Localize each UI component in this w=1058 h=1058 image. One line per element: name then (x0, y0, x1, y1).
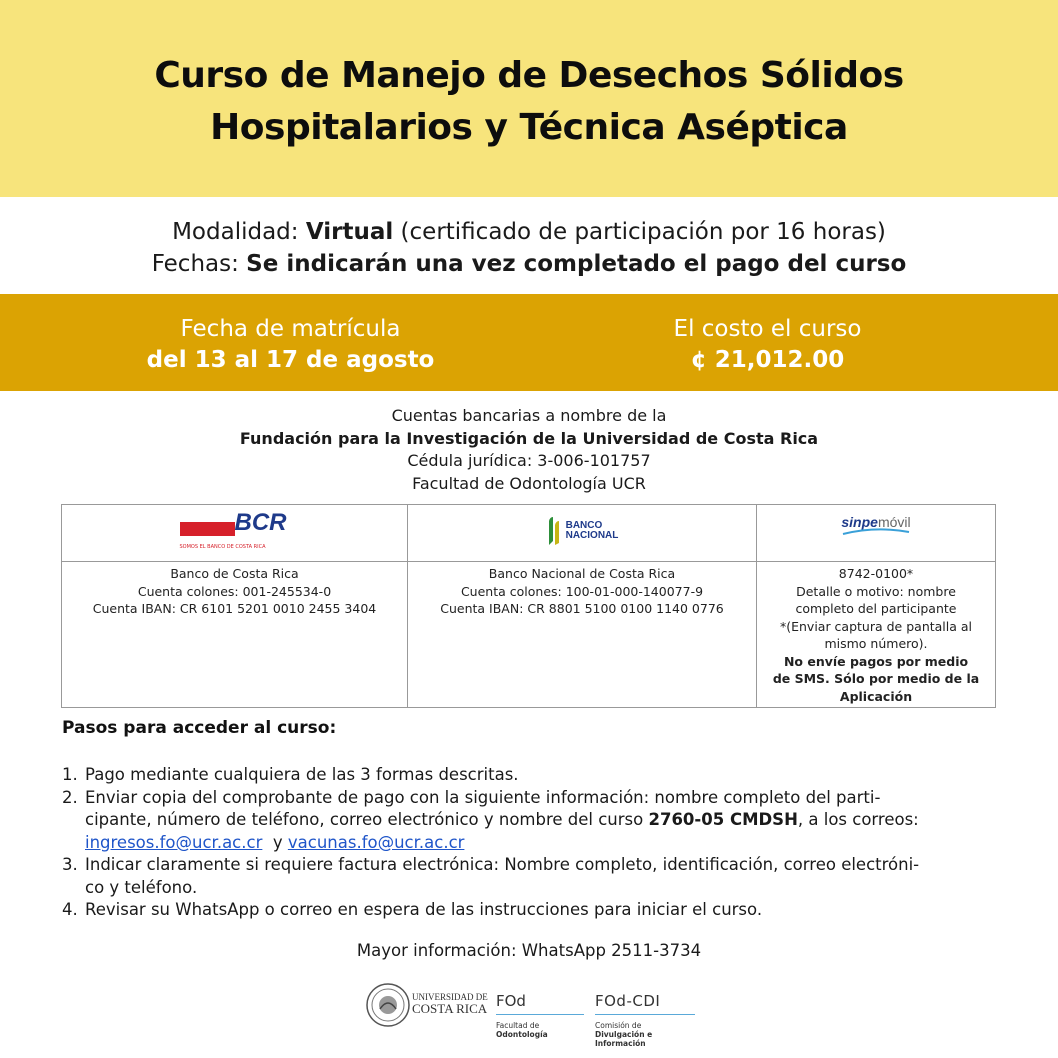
step-3-line-2: co y teléfono. (85, 877, 198, 897)
fod-logo (496, 992, 584, 1039)
bn-colones-account: Cuenta colones: 100-01-000-140077-9 (460, 583, 704, 599)
sinpe-info-cell (757, 562, 996, 708)
step-1 (62, 764, 1012, 787)
step-3-line-1: Indicar claramente si requiere factura electrónica: Nombre completo, identificación, correo electróni- (85, 855, 920, 874)
step-3 (62, 854, 1012, 899)
step-2-emails-intro: , a los correos: (797, 810, 919, 829)
header-banner (0, 0, 1058, 197)
ucr-logo-text (412, 992, 488, 1014)
title-line-1: Curso de Manejo de Desechos Sólidos (154, 55, 904, 96)
sinpe-detail-4: mismo número). (824, 636, 928, 651)
step-4-number: 4. (62, 900, 78, 919)
step-3-number: 3. (62, 855, 78, 874)
cdi-title: FOd-CDI (595, 992, 661, 1010)
sinpe-logo-cell (757, 505, 996, 562)
bn-logo-text-2: NACIONAL (565, 529, 619, 541)
sinpe-detail-2: completo del participante (795, 601, 957, 616)
bank-accounts-intro (0, 405, 1058, 495)
enrollment-dates (26, 314, 555, 376)
accounts-foundation: Fundación para la Investigación de la Universidad de Costa Rica (239, 428, 819, 448)
accounts-faculty: Facultad de Odontología UCR (412, 473, 646, 493)
sinpe-detail-1: Detalle o motivo: nombre (796, 583, 956, 599)
fechas-line (0, 248, 1058, 280)
fod-sub-1: Facultad de (496, 1021, 540, 1030)
bn-iban: Cuenta IBAN: CR 8801 5100 0100 1140 0776 (440, 601, 724, 616)
cdi-sub-2: Divulgación e Información (595, 1030, 653, 1048)
sinpe-movil-logo (841, 514, 911, 537)
bcr-logo-cell (62, 505, 408, 562)
fechas-label: Fechas: (151, 251, 239, 277)
email-link-vacunas[interactable]: vacunas.fo@ucr.ac.cr (287, 832, 465, 852)
step-2-line-1: Enviar copia del comprobante de pago con la siguiente información: nombre completo del parti- (85, 787, 881, 807)
cost-value: ¢ 21,012.00 (690, 347, 845, 373)
bcr-colones-account: Cuenta colones: 001-245534-0 (137, 583, 332, 599)
enrollment-value: del 13 al 17 de agosto (146, 347, 435, 373)
banco-nacional-logo (546, 515, 619, 547)
modalidad-line (0, 216, 1058, 248)
step-2 (62, 787, 1012, 855)
modalidad-value: Virtual (305, 219, 394, 245)
page-title (0, 50, 1058, 154)
bn-logo-text-1: BANCO (565, 519, 603, 531)
email-conjunction: y (272, 832, 283, 852)
course-cost (503, 314, 1032, 376)
email-link-ingresos[interactable]: ingresos.fo@ucr.ac.cr (85, 832, 263, 852)
bn-name: Banco Nacional de Costa Rica (488, 566, 676, 581)
bcr-name: Banco de Costa Rica (170, 566, 299, 581)
enrollment-label: Fecha de matrícula (180, 316, 401, 342)
step-2-line-3 (85, 832, 1012, 855)
fechas-value: Se indicarán una vez completado el pago del curso (246, 251, 907, 277)
accounts-cedula: Cédula jurídica: 3-006-101757 (407, 451, 651, 470)
ucr-seal-icon (365, 982, 411, 1028)
steps-list (62, 764, 1012, 922)
step-4 (62, 899, 1012, 922)
fod-cdi-logo (595, 992, 695, 1048)
bcr-iban: Cuenta IBAN: CR 6101 5201 0010 2455 3404 (92, 601, 377, 616)
ucr-text-1: UNIVERSIDAD DE (412, 992, 488, 1002)
sinpe-logo-text-1: sinpe (841, 513, 878, 530)
step-2-number: 2. (62, 787, 78, 807)
accounts-line-1: Cuentas bancarias a nombre de la (391, 406, 667, 425)
cdi-subtitle (595, 1021, 695, 1048)
sinpe-warning-1: No envíe pagos por medio (783, 653, 969, 669)
footer-logos (365, 980, 705, 1048)
step-4-text: Revisar su WhatsApp o correo en espera de las instrucciones para iniciar el curso. (85, 900, 763, 919)
sinpe-warning-3: Aplicación (839, 688, 913, 704)
bank-table (61, 504, 996, 708)
modalidad-label: Modalidad: (172, 219, 299, 245)
sinpe-detail-3: *(Enviar captura de pantalla al (779, 618, 973, 634)
more-info-whatsapp: Mayor información: WhatsApp 2511-3734 (356, 941, 702, 960)
cost-label: El costo el curso (673, 316, 862, 342)
fod-sub-2: Odontología (496, 1030, 548, 1039)
bn-info-cell (408, 562, 757, 708)
step-2-line-2 (85, 809, 1012, 832)
sinpe-warning-2: de SMS. Sólo por medio de la (772, 671, 980, 686)
bn-leaf-icon (546, 515, 562, 547)
cdi-sub-1: Comisión de (595, 1021, 642, 1030)
bcr-logo-text: BCR (234, 508, 287, 536)
fod-subtitle (496, 1021, 584, 1039)
steps-heading: Pasos para acceder al curso: (62, 718, 337, 738)
fod-title: FOd (496, 992, 526, 1010)
ucr-text-2: COSTA RICA (412, 1001, 488, 1016)
step-1-text: Pago mediante cualquiera de las 3 formas descritas. (85, 765, 519, 784)
enrollment-band (0, 294, 1058, 391)
bcr-info-cell (62, 562, 408, 708)
bn-logo-cell (408, 505, 757, 562)
course-code: 2760-05 CMDSH (648, 810, 798, 829)
sinpe-number: 8742-0100* (838, 566, 914, 581)
course-info (0, 216, 1058, 280)
sinpe-logo-text-2: móvil (877, 513, 911, 530)
title-line-2: Hospitalarios y Técnica Aséptica (210, 107, 848, 148)
step-2-text: cipante, número de teléfono, correo electrónico y nombre del curso (85, 810, 649, 829)
bcr-logo-sub: SOMOS EL BANCO DE COSTA RICA (179, 543, 266, 550)
modalidad-note: (certificado de participación por 16 horas) (400, 219, 886, 245)
bcr-logo (179, 508, 290, 550)
step-1-number: 1. (62, 765, 78, 784)
